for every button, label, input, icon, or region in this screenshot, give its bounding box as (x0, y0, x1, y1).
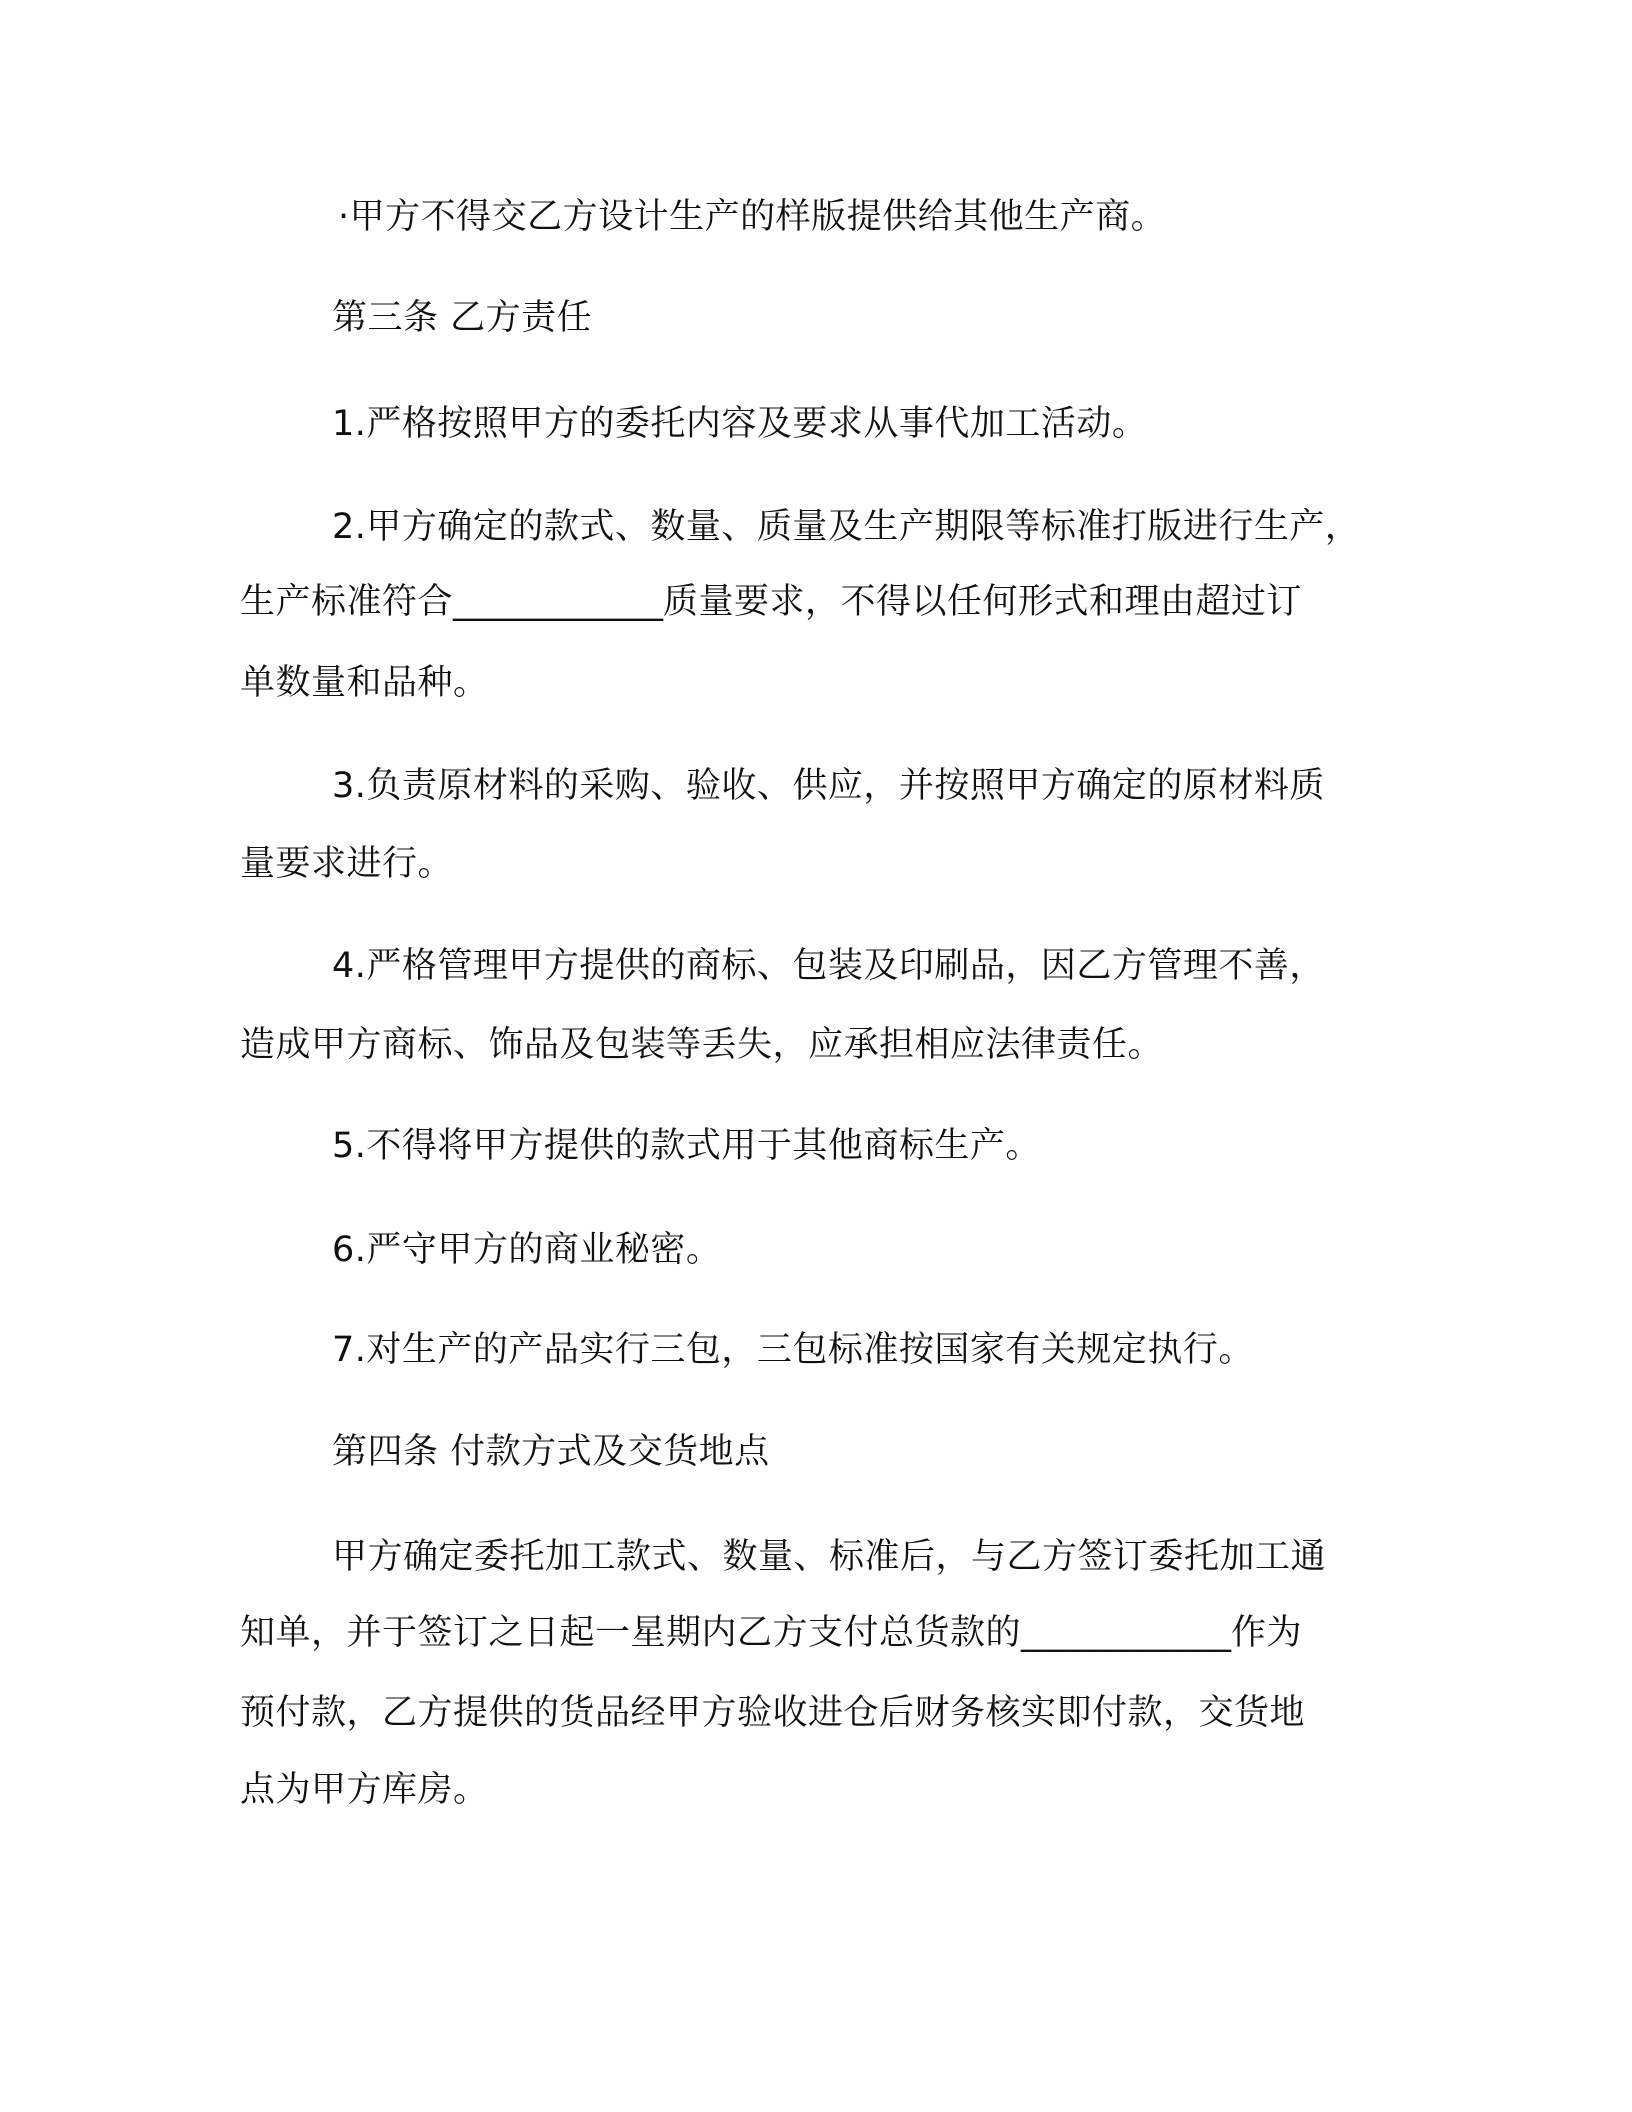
article-3-item-5: 5.不得将甲方提供的款式用于其他商标生产。 (332, 1126, 1041, 1166)
article-3-item-4-line-2: 造成甲方商标、饰品及包装等丢失，应承担相应法律责任。 (240, 1025, 1164, 1065)
article-3-item-3-line-2: 量要求进行。 (240, 844, 454, 884)
prepayment-percent-blank: ____________ (1021, 1613, 1232, 1653)
article-4-line-4: 点为甲方库房。 (240, 1770, 489, 1810)
article-3-item-3-line-1: 3.负责原材料的采购、验收、供应，并按照甲方确定的原材料质 (332, 766, 1325, 806)
bullet-clause: ·甲方不得交乙方设计生产的样版提供给其他生产商。 (338, 197, 1167, 237)
article-4-line-1: 甲方确定委托加工款式、数量、标准后，与乙方签订委托加工通 (332, 1537, 1327, 1577)
article-3-item-2-line-3: 单数量和品种。 (240, 663, 489, 703)
article-3-item-7: 7.对生产的产品实行三包，三包标准按国家有关规定执行。 (332, 1330, 1254, 1370)
article-4-line-3: 预付款，乙方提供的货品经甲方验收进仓后财务核实即付款，交货地 (240, 1693, 1306, 1733)
article-3-heading: 第三条 乙方责任 (332, 298, 593, 338)
quality-standard-blank: ____________ (453, 582, 664, 622)
article-3-item-6: 6.严守甲方的商业秘密。 (332, 1230, 722, 1270)
item-2-text-before-blank: 生产标准符合 (240, 582, 454, 622)
article-4-text-after-blank: 作为 (1231, 1613, 1303, 1653)
article-3-item-4-line-1: 4.严格管理甲方提供的商标、包装及印刷品，因乙方管理不善， (332, 946, 1325, 986)
article-3-item-2-line-2 (240, 578, 1302, 626)
article-4-line-2 (240, 1609, 1302, 1657)
article-3-item-1: 1.严格按照甲方的委托内容及要求从事代加工活动。 (332, 404, 1148, 444)
article-4-text-before-blank: 知单，并于签订之日起一星期内乙方支付总货款的 (240, 1613, 1022, 1653)
article-4-heading: 第四条 付款方式及交货地点 (332, 1432, 770, 1472)
article-3-item-2-line-1: 2.甲方确定的款式、数量、质量及生产期限等标准打版进行生产， (332, 507, 1361, 547)
item-2-text-after-blank: 质量要求，不得以任何形式和理由超过订 (663, 582, 1303, 622)
